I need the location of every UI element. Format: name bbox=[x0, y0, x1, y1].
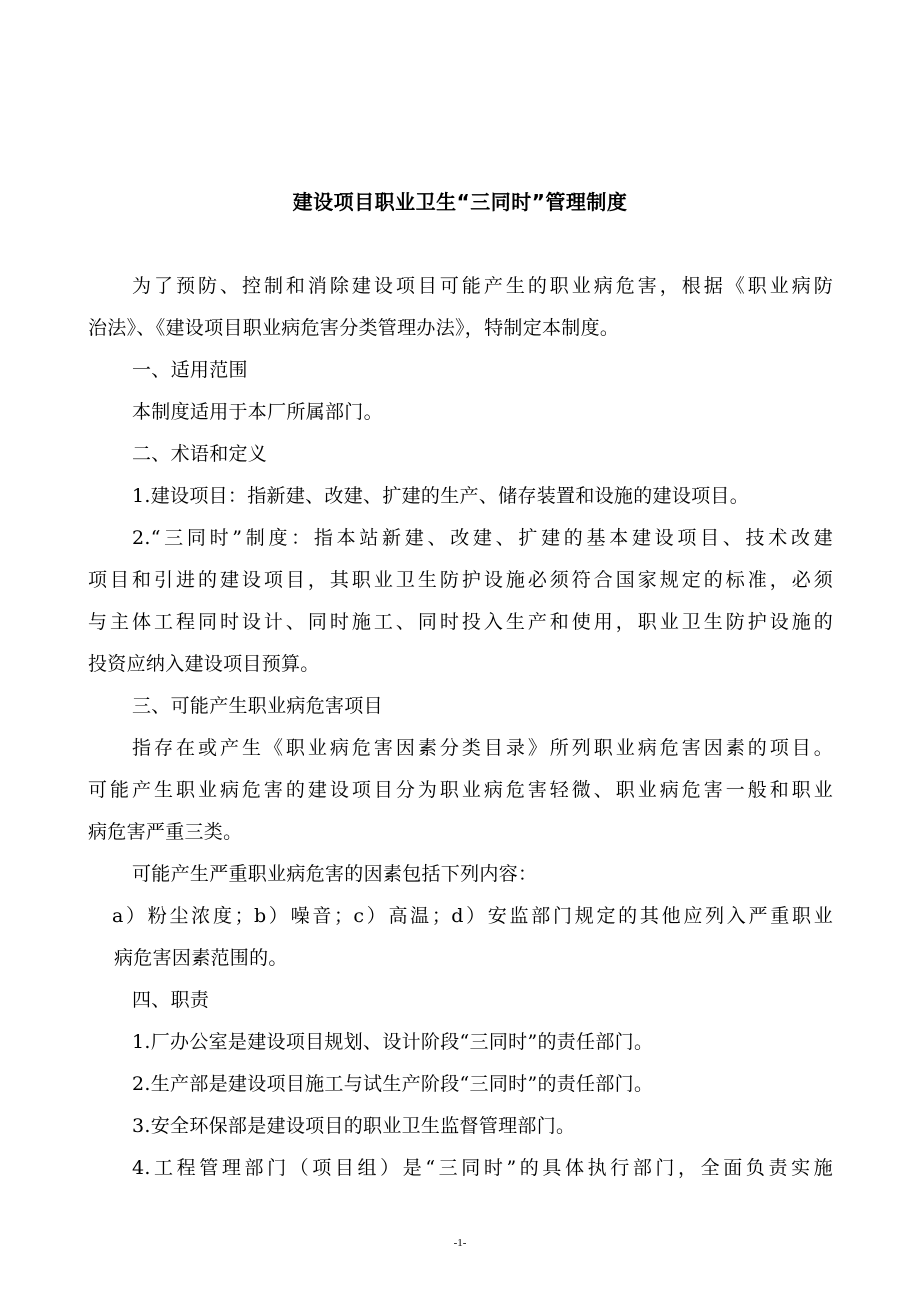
paragraph-line: 指存在或产生《职业病危害因素分类目录》所列职业病危害因素的项目。 bbox=[132, 737, 833, 759]
paragraph-line: 3.安全环保部是建设项目的职业卫生监督管理部门。 bbox=[132, 1115, 576, 1137]
document-title: 建设项目职业卫生“三同时”管理制度 bbox=[292, 190, 628, 214]
paragraph-line: 投资应纳入建设项目预算。 bbox=[88, 653, 320, 675]
paragraph-line: 1.厂办公室是建设项目规划、设计阶段“三同时”的责任部门。 bbox=[132, 1031, 654, 1053]
paragraph-line: 2.生产部是建设项目施工与试生产阶段“三同时”的责任部门。 bbox=[132, 1073, 654, 1095]
paragraph-line: 为了预防、控制和消除建设项目可能产生的职业病危害，根据《职业病防 bbox=[132, 275, 833, 297]
list-line: a）粉尘浓度；b）噪音；c）高温；d）安监部门规定的其他应列入严重职业 bbox=[112, 905, 833, 927]
section-heading: 三、可能产生职业病危害项目 bbox=[132, 695, 383, 717]
paragraph-line: 项目和引进的建设项目，其职业卫生防护设施必须符合国家规定的标准，必须 bbox=[88, 569, 833, 591]
paragraph-line: 可能产生职业病危害的建设项目分为职业病危害轻微、职业病危害一般和职业 bbox=[88, 779, 833, 801]
list-line: 病危害因素范围的。 bbox=[114, 947, 288, 969]
paragraph-line: 治法》、《建设项目职业病危害分类管理办法》，特制定本制度。 bbox=[88, 317, 620, 339]
paragraph-line: 与主体工程同时设计、同时施工、同时投入生产和使用，职业卫生防护设施的 bbox=[88, 611, 833, 633]
paragraph-line: 1.建设项目：指新建、改建、扩建的生产、储存装置和设施的建设项目。 bbox=[132, 485, 750, 507]
section-heading: 二、术语和定义 bbox=[132, 443, 268, 465]
paragraph-line: 4.工程管理部门（项目组）是“三同时”的具体执行部门，全面负责实施 bbox=[132, 1157, 833, 1179]
paragraph-line: 2.“三同时”制度：指本站新建、改建、扩建的基本建设项目、技术改建 bbox=[132, 527, 833, 549]
section-heading: 一、适用范围 bbox=[132, 359, 248, 381]
paragraph-line: 可能产生严重职业病危害的因素包括下列内容： bbox=[132, 863, 538, 885]
page-number: -1- bbox=[453, 1237, 467, 1249]
paragraph-line: 病危害严重三类。 bbox=[88, 821, 243, 843]
paragraph-line: 本制度适用于本厂所属部门。 bbox=[132, 401, 383, 423]
section-heading: 四、职责 bbox=[132, 989, 210, 1011]
